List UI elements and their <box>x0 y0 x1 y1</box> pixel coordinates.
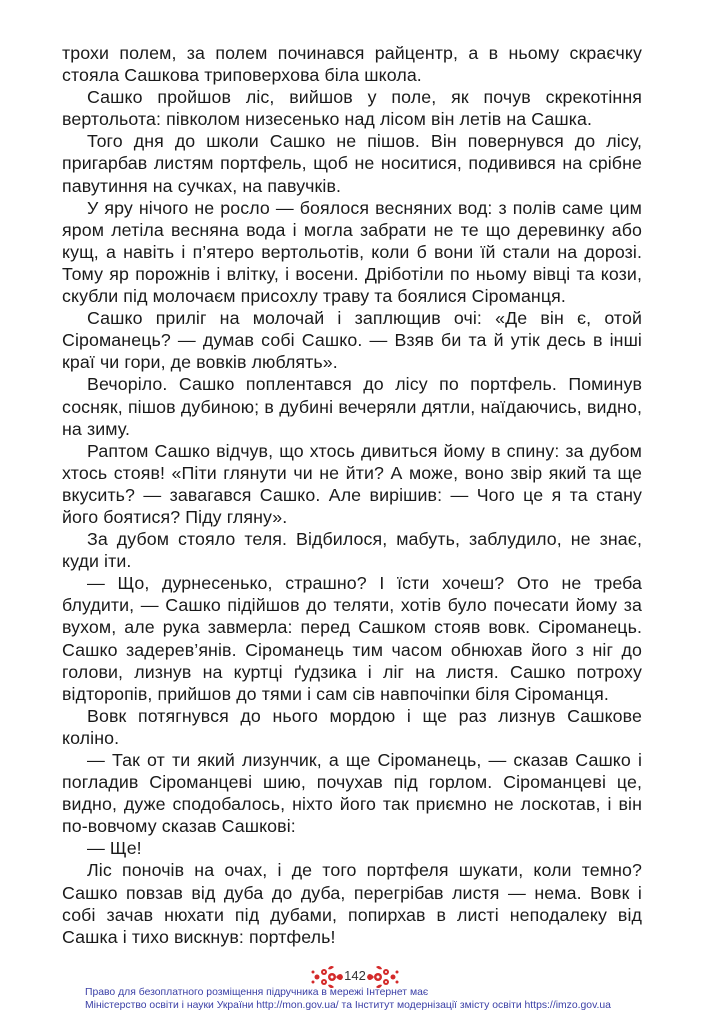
story-text <box>62 42 642 948</box>
paragraph: — Що, дурнесенько, страшно? І їсти хочеш? Ото не треба блудити, — Сашко підійшов до теляти, хотів було почесати йому за вухом, але рука завмерла: перед Сашком стояв вовк. Сіроманець. Сашко задерев’янів. Сіроманець тим часом обнюхав його з ніг до голови, лизнув на куртці ґудзика і ліг на листя. Сашко потроху відторопів, прийшов до тями і сам сів навпочіпки біля Сіроманця. <box>62 573 642 704</box>
page-number: 142 <box>344 968 366 983</box>
distribution-notice-line1: Право для безоплатного розміщення підручника в мережі Інтернет має <box>85 987 429 998</box>
distribution-notice-line2: Міністерство освіти і науки України http://mon.gov.ua/ та Інститут модернізації змісту освіти https://imzo.gov.ua <box>85 1000 611 1011</box>
paragraph: Сашко приліг на молочай і заплющив очі: «Де він є, отой Сіроманець? — думав собі Сашко. — Взяв би та й утік десь в інші краї чи гори, де вовків люблять». <box>62 308 642 373</box>
page-footer <box>0 962 704 1024</box>
paragraph: Того дня до школи Сашко не пішов. Він повернувся до лісу, пригарбав листям портфель, щоб не носитися, подивився на срібне павутиння на сучках, на павучків. <box>62 131 642 196</box>
paragraph: — Ще! <box>87 838 142 859</box>
paragraph: У яру нічого не росло — боялося весняних вод: з полів саме цим яром летіла весняна вода і могла забрати не те що деревинку або кущ, а навіть і п’ятеро вертольотів, коли б вони їй стали на дорозі. Тому яр порожнів і влітку, і восени. Дріботіли по ньому вівці та кози, скубли під молочаєм присохлу траву та боялися Сіроманця. <box>62 197 642 307</box>
paragraph: Раптом Сашко відчув, що хтось дивиться йому в спину: за дубом хтось стояв! «Піти глянути чи не йти? А може, воно звір який та ще вкусить? — завагався Сашко. Але вирішив: — Чого це я та стану його боятися? Піду гляну». <box>62 440 642 527</box>
paragraph: — Так от ти який лизунчик, а ще Сіроманець, — сказав Сашко і погладив Сіроманцеві шию, почухав під горлом. Сіроманцеві це, видно, дуже сподобалось, ніхто його так приємно не лоскотав, і він по-вовчому сказав Сашкові: <box>62 750 642 837</box>
paragraph: За дубом стояло теля. Відбилося, мабуть, заблудило, не знає, куди іти. <box>62 529 642 572</box>
paragraph: Ліс поночів на очах, і де того портфеля шукати, коли темно? Сашко повзав від дуба до дуба, перегрібав листя — нема. Вовк і собі зачав нюхати під дубами, попирхав в листі неподалеку від Сашка і тихо вискнув: портфель! <box>62 860 642 947</box>
paragraph: трохи полем, за полем починався райцентр, а в ньому скраєчку стояла Сашкова триповерхова біла школа. <box>62 43 642 86</box>
paragraph: Сашко пройшов ліс, вийшов у поле, як почув скрекотіння вертольота: півколом низесенько над лісом він летів на Сашка. <box>62 87 642 130</box>
paragraph: Вовк потягнувся до нього мордою і ще раз лизнув Сашкове коліно. <box>62 705 642 748</box>
paragraph: Вечоріло. Сашко поплентався до лісу по портфель. Поминув сосняк, пішов дубиною; в дубині вечеряли дятли, наїдаючись, видно, на зиму. <box>62 374 642 439</box>
